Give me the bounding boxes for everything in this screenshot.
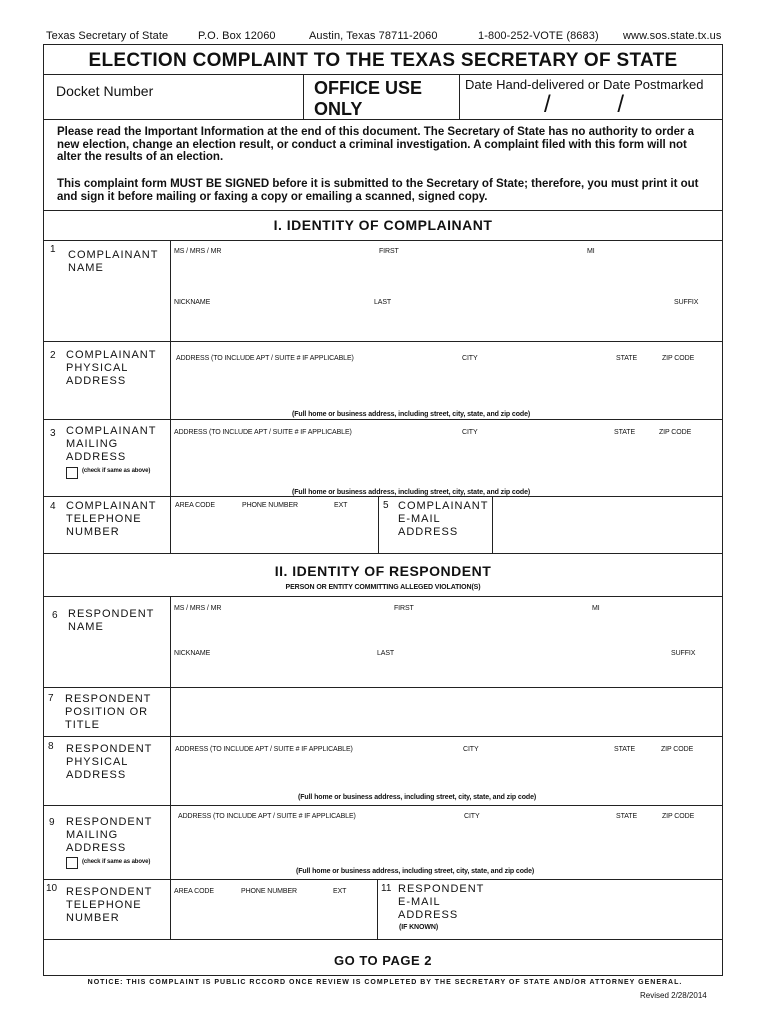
same-as-above-checkbox[interactable] xyxy=(66,466,78,484)
field-nickname[interactable]: NICKNAME xyxy=(174,299,211,306)
field-zip[interactable]: ZIP CODE xyxy=(662,355,695,362)
field-zip[interactable]: ZIP CODE xyxy=(661,746,694,753)
row-2-label-b: PHYSICAL xyxy=(66,362,129,374)
row-6-number: 6 xyxy=(52,610,58,621)
field-suffix[interactable]: SUFFIX xyxy=(674,299,699,306)
field-first[interactable]: FIRST xyxy=(394,605,414,612)
field-mi[interactable]: MI xyxy=(587,248,595,255)
field-address[interactable]: ADDRESS (TO INCLUDE APT / SUITE # IF APPLICABLE) xyxy=(174,429,352,436)
field-address[interactable]: ADDRESS (TO INCLUDE APT / SUITE # IF APPLICABLE) xyxy=(176,355,354,362)
row-1-label-a: COMPLAINANT xyxy=(68,249,159,261)
row-7-label-a: RESPONDENT xyxy=(65,693,152,705)
check-same-label: (check if same as above) xyxy=(82,859,151,865)
complaint-form xyxy=(43,44,723,976)
row-5-label-c: ADDRESS xyxy=(398,526,459,538)
if-known-note: (IF KNOWN) xyxy=(399,924,439,931)
row-3-label-c: ADDRESS xyxy=(66,451,127,463)
intro-paragraph-2: This complaint form MUST BE SIGNED before it is submitted to the Secretary of State; therefore, you must print it out and sign it before mailing or faxing a copy or emailing a scanned, signed copy. xyxy=(57,178,699,203)
intro-paragraph-1: Please read the Important Information at the end of this document. The Secretary of State has no authority to order a new election, change an election result, or conduct a criminal investigation. A complaint filed with this form will not alter the results of an election. xyxy=(57,126,695,163)
field-city[interactable]: CITY xyxy=(464,813,480,820)
row-10-label-a: RESPONDENT xyxy=(66,886,153,898)
notice: NOTICE: THIS COMPLAINT IS PUBLIC RCCORD ONCE REVIEW IS COMPLETED BY THE SECRETARY OF STATE AND/OR ATTORNEY GENERAL. xyxy=(87,979,683,986)
field-area-code[interactable]: AREA CODE xyxy=(174,888,214,895)
full-address-note: (Full home or business address, including street, city, state, and zip code) xyxy=(292,489,531,496)
row-11-number: 11 xyxy=(381,883,392,894)
field-state[interactable]: STATE xyxy=(614,746,636,753)
row-7-label-b: POSITION OR xyxy=(65,706,149,718)
row-9-label-c: ADDRESS xyxy=(66,842,127,854)
office-use-line2: ONLY xyxy=(314,99,363,119)
field-ext[interactable]: EXT xyxy=(333,888,347,895)
field-zip[interactable]: ZIP CODE xyxy=(659,429,692,436)
header-city: Austin, Texas 78711-2060 xyxy=(309,30,438,42)
section-1-title: I. IDENTITY OF COMPLAINANT xyxy=(273,217,493,233)
date-slashes: / / xyxy=(544,91,625,118)
header-web: www.sos.state.tx.us xyxy=(623,30,722,42)
field-city[interactable]: CITY xyxy=(463,746,479,753)
row-10-number: 10 xyxy=(46,883,58,894)
row-7-number: 7 xyxy=(48,693,54,704)
row-8-label-c: ADDRESS xyxy=(66,769,127,781)
header-phone: 1-800-252-VOTE (8683) xyxy=(478,30,599,42)
go-to-page-2: GO TO PAGE 2 xyxy=(334,953,432,968)
header-pobox: P.O. Box 12060 xyxy=(198,30,276,42)
row-4-number: 4 xyxy=(50,501,56,512)
row-1-label-b: NAME xyxy=(68,262,104,274)
field-phone-number[interactable]: PHONE NUMBER xyxy=(242,502,298,509)
field-state[interactable]: STATE xyxy=(616,355,638,362)
date-label: Date Hand-delivered or Date Postmarked xyxy=(465,77,704,92)
row-2-label-a: COMPLAINANT xyxy=(66,349,157,361)
row-6-label-b: NAME xyxy=(68,621,104,633)
field-mi[interactable]: MI xyxy=(592,605,600,612)
row-9-label-a: RESPONDENT xyxy=(66,816,153,828)
row-9-number: 9 xyxy=(49,817,55,828)
section-2-subtitle: PERSON OR ENTITY COMMITTING ALLEGED VIOLATION(S) xyxy=(285,584,481,591)
field-state[interactable]: STATE xyxy=(614,429,636,436)
row-2-label-c: ADDRESS xyxy=(66,375,127,387)
field-phone-number[interactable]: PHONE NUMBER xyxy=(241,888,297,895)
row-11-label-c: ADDRESS xyxy=(398,909,459,921)
row-7-label-c: TITLE xyxy=(65,719,100,731)
full-address-note: (Full home or business address, including street, city, state, and zip code) xyxy=(298,794,537,801)
field-state[interactable]: STATE xyxy=(616,813,638,820)
office-use-line1: OFFICE USE xyxy=(314,78,423,98)
field-suffix[interactable]: SUFFIX xyxy=(671,650,696,657)
field-nickname[interactable]: NICKNAME xyxy=(174,650,211,657)
field-ms[interactable]: MS / MRS / MR xyxy=(174,248,222,255)
docket-label: Docket Number xyxy=(56,83,154,99)
field-last[interactable]: LAST xyxy=(374,299,392,306)
row-5-label-a: COMPLAINANT xyxy=(398,500,489,512)
same-as-above-checkbox[interactable] xyxy=(66,856,78,874)
row-10-label-c: NUMBER xyxy=(66,912,120,924)
revised-date: Revised 2/28/2014 xyxy=(640,991,707,1000)
row-8-number: 8 xyxy=(48,741,54,752)
row-4-label-a: COMPLAINANT xyxy=(66,500,157,512)
row-9-label-b: MAILING xyxy=(66,829,119,841)
field-last[interactable]: LAST xyxy=(377,650,395,657)
row-4-label-b: TELEPHONE xyxy=(66,513,142,525)
field-city[interactable]: CITY xyxy=(462,355,478,362)
row-6-label-a: RESPONDENT xyxy=(68,608,155,620)
row-11-label-a: RESPONDENT xyxy=(398,883,485,895)
full-address-note: (Full home or business address, including street, city, state, and zip code) xyxy=(296,868,535,875)
row-10-label-b: TELEPHONE xyxy=(66,899,142,911)
form-title: ELECTION COMPLAINT TO THE TEXAS SECRETARY OF STATE xyxy=(88,50,678,71)
row-11-label-b: E-MAIL xyxy=(398,896,441,908)
row-5-label-b: E-MAIL xyxy=(398,513,441,525)
field-address[interactable]: ADDRESS (TO INCLUDE APT / SUITE # IF APPLICABLE) xyxy=(178,813,356,820)
row-3-label-b: MAILING xyxy=(66,438,119,450)
row-8-label-a: RESPONDENT xyxy=(66,743,153,755)
row-8-label-b: PHYSICAL xyxy=(66,756,129,768)
header-org: Texas Secretary of State xyxy=(46,30,169,42)
field-city[interactable]: CITY xyxy=(462,429,478,436)
section-2-title: II. IDENTITY OF RESPONDENT xyxy=(274,563,492,579)
check-same-label: (check if same as above) xyxy=(82,468,151,474)
row-4-label-c: NUMBER xyxy=(66,526,120,538)
row-5-number: 5 xyxy=(383,500,389,511)
field-area-code[interactable]: AREA CODE xyxy=(175,502,215,509)
row-2-number: 2 xyxy=(50,350,56,361)
row-3-label-a: COMPLAINANT xyxy=(66,425,157,437)
field-first[interactable]: FIRST xyxy=(379,248,399,255)
field-address[interactable]: ADDRESS (TO INCLUDE APT / SUITE # IF APPLICABLE) xyxy=(175,746,353,753)
row-3-number: 3 xyxy=(50,428,56,439)
full-address-note: (Full home or business address, including street, city, state, and zip code) xyxy=(292,411,531,418)
row-1-number: 1 xyxy=(50,244,56,255)
field-ext[interactable]: EXT xyxy=(334,502,348,509)
field-ms[interactable]: MS / MRS / MR xyxy=(174,605,222,612)
field-zip[interactable]: ZIP CODE xyxy=(662,813,695,820)
